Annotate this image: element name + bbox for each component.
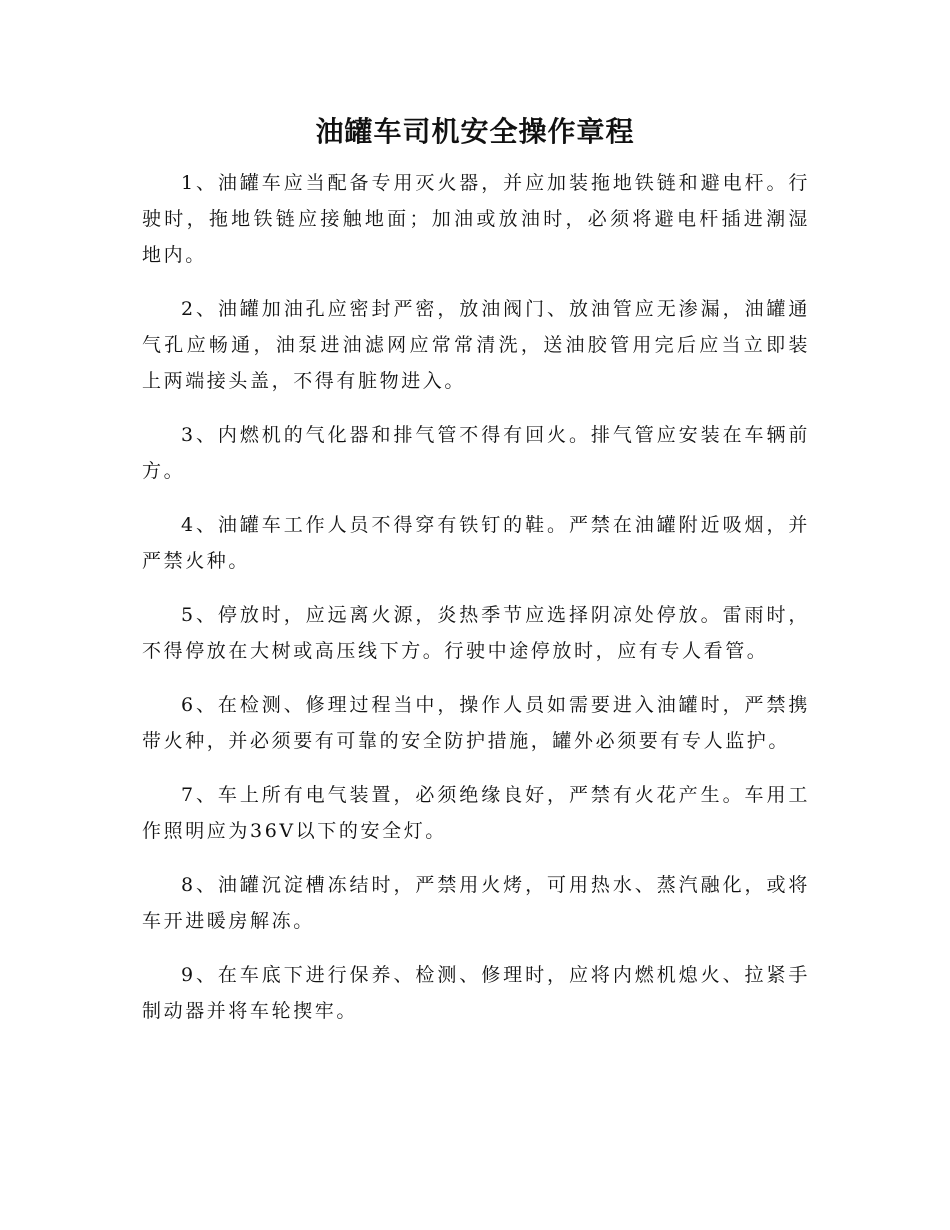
paragraph-2: 2、油罐加油孔应密封严密，放油阀门、放油管应无渗漏，油罐通气孔应畅通，油泵进油滤网应常常清洗，送油胶管用完后应当立即装上两端接头盖，不得有脏物进入。 bbox=[142, 298, 810, 392]
page-title: 油罐车司机安全操作章程 bbox=[315, 115, 635, 148]
document-body bbox=[142, 165, 810, 1047]
paragraph-9: 9、在车底下进行保养、检测、修理时，应将内燃机熄火、拉紧手制动器并将车轮揳牢。 bbox=[142, 964, 810, 1022]
paragraph-4: 4、油罐车工作人员不得穿有铁钉的鞋。严禁在油罐附近吸烟，并严禁火种。 bbox=[142, 514, 810, 572]
paragraph-7: 7、车上所有电气装置，必须绝缘良好，严禁有火花产生。车用工作照明应为36V以下的安全灯。 bbox=[142, 784, 810, 842]
paragraph-3: 3、内燃机的气化器和排气管不得有回火。排气管应安装在车辆前方。 bbox=[142, 424, 810, 482]
paragraph-5: 5、停放时，应远离火源，炎热季节应选择阴凉处停放。雷雨时，不得停放在大树或高压线下方。行驶中途停放时，应有专人看管。 bbox=[142, 604, 810, 662]
paragraph-6: 6、在检测、修理过程当中，操作人员如需要进入油罐时，严禁携带火种，并必须要有可靠的安全防护措施，罐外必须要有专人监护。 bbox=[142, 694, 810, 752]
paragraph-8: 8、油罐沉淀槽冻结时，严禁用火烤，可用热水、蒸汽融化，或将车开进暖房解冻。 bbox=[142, 874, 810, 932]
paragraph-1: 1、油罐车应当配备专用灭火器，并应加装拖地铁链和避电杆。行驶时，拖地铁链应接触地面；加油或放油时，必须将避电杆插进潮湿地内。 bbox=[142, 172, 810, 266]
